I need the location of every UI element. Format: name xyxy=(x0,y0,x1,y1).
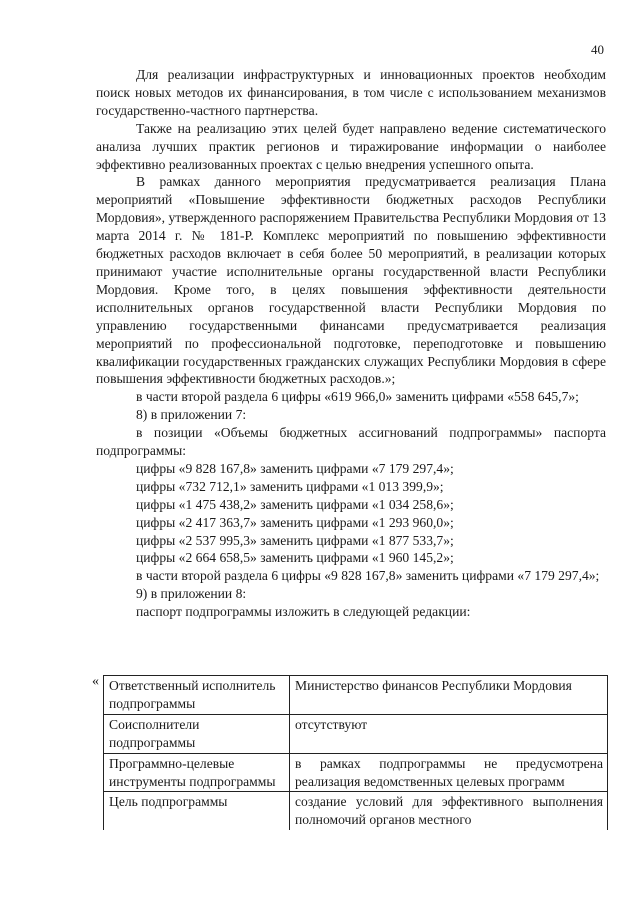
table-cell-value: создание условий для эффективного выполнения полномочий органов местного xyxy=(290,792,608,830)
table-row xyxy=(104,714,608,753)
table-open-quote: « xyxy=(92,674,99,689)
table-cell-value: Министерство финансов Республики Мордовия xyxy=(290,676,608,715)
paragraph: 8) в приложении 7: xyxy=(136,407,247,423)
paragraph: Также на реализацию этих целей будет направлено ведение систематического анализа лучших практик регионов и тиражирование информации о наиболее эффективно реализованных проектах с целью внедрения успешного опыта. xyxy=(96,120,606,172)
table-cell-label: Соисполнители подпрограммы xyxy=(104,714,290,753)
page-number: 40 xyxy=(591,42,604,57)
paragraph: цифры «2 417 363,7» заменить цифрами «1 293 960,0»; xyxy=(136,514,454,530)
paragraph: 9) в приложении 8: xyxy=(136,586,247,602)
table-row xyxy=(104,676,608,715)
body-text xyxy=(96,66,606,621)
paragraph: в части второй раздела 6 цифры «9 828 167,8» заменить цифрами «7 179 297,4»; xyxy=(136,568,600,584)
paragraph: цифры «2 537 995,3» заменить цифрами «1 877 533,7»; xyxy=(136,532,454,548)
table-cell-label: Ответственный исполнитель подпрограммы xyxy=(104,676,290,715)
table-cell-label: Цель подпрограммы xyxy=(104,792,290,830)
paragraph: В рамках данного мероприятия предусматривается реализация Плана мероприятий «Повышение эффективности бюджетных расходов Республики Мордовия», утвержденного распоряжением Правительства Республики Мордовия от 13 марта 2014 г. № 181-Р. Комплекс мероприятий по повышению эффективности бюджетных расходов включает в себя более 50 мероприятий, в реализации которых принимают участие исполнительные органы государственной власти Республики Мордовия. Кроме того, в целях повышения эффективности деятельности исполнительных органов государственной власти Республики Мордовия по управлению государственными финансами предусматривается реализация мероприятий по профессиональной подготовке, переподготовке и повышению квалификации государственных гражданских служащих Республики Мордовия в сфере повышения эффективности бюджетных расходов.»; xyxy=(96,174,606,387)
table-cell-value: отсутствуют xyxy=(290,714,608,753)
paragraph: Для реализации инфраструктурных и инновационных проектов необходим поиск новых методов их финансирования, в том числе с использованием механизмов государственно-частного партнерства. xyxy=(96,67,606,118)
table-cell-label: Программно-целевые инструменты подпрограммы xyxy=(104,753,290,792)
paragraph: паспорт подпрограммы изложить в следующей редакции: xyxy=(136,604,471,620)
paragraph: в части второй раздела 6 цифры «619 966,0» заменить цифрами «558 645,7»; xyxy=(136,389,579,405)
paragraph: цифры «9 828 167,8» заменить цифрами «7 179 297,4»; xyxy=(136,460,454,476)
paragraph: в позиции «Объемы бюджетных ассигнований подпрограммы» паспорта подпрограммы: xyxy=(96,425,606,459)
table-row xyxy=(104,792,608,830)
paragraph: цифры «1 475 438,2» заменить цифрами «1 034 258,6»; xyxy=(136,496,454,512)
table-row xyxy=(104,753,608,792)
paragraph: цифры «2 664 658,5» заменить цифрами «1 960 145,2»; xyxy=(136,550,454,566)
paragraph: цифры «732 712,1» заменить цифрами «1 013 399,9»; xyxy=(136,478,444,494)
table-cell-value: в рамках подпрограммы не предусмотрена реализация ведомственных целевых программ xyxy=(290,753,608,792)
passport-table xyxy=(103,675,608,830)
